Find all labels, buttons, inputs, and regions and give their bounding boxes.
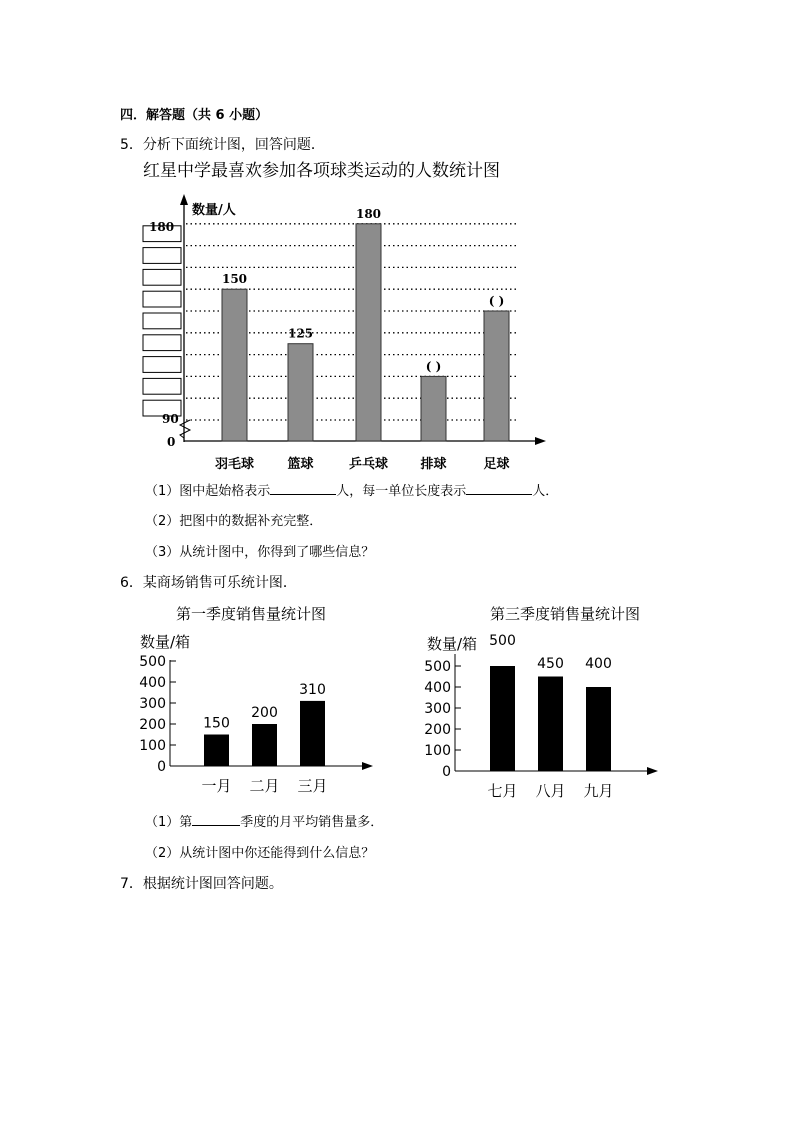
q6-bar [538, 677, 563, 772]
q6-bar [586, 687, 611, 771]
q5-bar [421, 376, 446, 441]
q5-category-label: 乒乓球 [348, 457, 389, 472]
q6-y-tick-label: 400 [139, 675, 166, 691]
q6-c1-x-arrow [362, 762, 373, 770]
q5-y-start-label: 90 [162, 412, 179, 426]
q6-y-tick-label: 0 [442, 764, 451, 780]
q6-bar-value-label: 400 [585, 656, 612, 672]
q6-chart-q3 [415, 596, 675, 806]
q5-axis-label-box [143, 248, 181, 264]
q6-bar [252, 724, 277, 766]
q5-title: 5．分析下面统计图，回答问题． [120, 137, 325, 153]
q5-sub1-blank-unit[interactable] [466, 482, 532, 495]
q6-c3-x-arrow [647, 767, 658, 775]
q6-y-tick-label: 500 [424, 659, 451, 675]
q5-sub1-prefix: （1）图中起始格表示 [145, 484, 271, 499]
q6-y-tick-label: 400 [424, 680, 451, 696]
q6-c3-ylabel: 数量/箱 [427, 635, 478, 653]
q6-sub1 [145, 811, 383, 830]
q6-category-label: 九月 [583, 782, 614, 800]
q6-bar-value-label: 450 [537, 656, 564, 672]
q6-bar-value-label: 310 [299, 681, 326, 698]
q6-bar-value-label: 500 [489, 633, 516, 649]
q5-axis-label-box [143, 378, 181, 394]
q5-ylabel: 数量/人 [192, 203, 236, 218]
q6-category-label: 二月 [249, 777, 280, 795]
q5-bar-value-label: ( ) [425, 359, 442, 374]
q6-y-tick-label: 300 [424, 701, 451, 717]
q6-y-tick-label: 200 [139, 717, 166, 733]
q6-y-tick-label: 100 [424, 743, 451, 759]
q5-chart [0, 0, 794, 480]
q5-sub3: （3）从统计图中，你得到了哪些信息？ [145, 545, 375, 560]
q7-title: 7．根据统计图回答问题。 [120, 876, 283, 892]
q5-bar-value-label: 180 [355, 206, 382, 221]
q6-sub1-prefix: （1）第 [145, 815, 193, 830]
q6-y-tick-label: 200 [424, 722, 451, 738]
q5-y-zero-label: 0 [167, 435, 176, 449]
q5-bar-value-label: 125 [287, 326, 314, 341]
q5-axis-label-box [143, 313, 181, 329]
q5-bar [222, 289, 247, 441]
q5-chart-title: 红星中学最喜欢参加各项球类运动的人数统计图 [143, 161, 500, 181]
q6-category-label: 七月 [487, 782, 518, 800]
q6-y-tick-label: 100 [139, 738, 166, 754]
q5-bar [356, 224, 381, 441]
q5-category-label: 排球 [420, 457, 447, 472]
q5-bar [288, 344, 313, 441]
q5-bar-value-label: 150 [221, 272, 248, 287]
q6-sub1-suffix: 季度的月平均销售量多． [240, 815, 384, 830]
q5-axis-label-box [143, 269, 181, 285]
q6-bar-value-label: 150 [203, 715, 230, 732]
q6-y-tick-label: 0 [157, 759, 166, 775]
q6-bar [490, 666, 515, 771]
section-title: 四．解答题（共 6 小题） [120, 108, 269, 123]
q6-title: 6．某商场销售可乐统计图． [120, 575, 297, 591]
q5-y-axis-arrow [180, 194, 188, 205]
q5-bar-value-label: ( ) [488, 294, 505, 308]
q6-category-label: 八月 [535, 782, 566, 800]
q5-category-label: 足球 [483, 457, 510, 472]
q6-chart-q1 [130, 596, 390, 806]
q5-sub1 [145, 480, 558, 499]
q6-bar [204, 735, 229, 767]
q5-x-axis-arrow [535, 437, 546, 445]
q5-axis-label-box [143, 291, 181, 307]
q5-sub1-mid: 人，每一单位长度表示 [336, 484, 467, 499]
q6-y-tick-label: 500 [139, 654, 166, 670]
q6-sub2: （2）从统计图中你还能得到什么信息？ [145, 846, 375, 861]
q6-category-label: 三月 [297, 777, 328, 795]
q5-axis-break [180, 420, 190, 438]
q5-axis-label-box [143, 335, 181, 351]
q6-c1-ylabel: 数量/箱 [140, 633, 191, 651]
q6-c3-title: 第三季度销售量统计图 [490, 605, 641, 623]
q6-bar-value-label: 200 [251, 705, 278, 721]
q6-c1-title: 第一季度销售量统计图 [176, 605, 327, 623]
q6-sub1-blank[interactable] [192, 813, 240, 826]
q6-bar [300, 701, 325, 766]
q5-category-label: 羽毛球 [214, 457, 255, 472]
q5-y-top-label: 180 [149, 220, 175, 234]
q5-axis-label-box [143, 357, 181, 373]
q5-sub1-suffix: 人． [532, 484, 559, 499]
q5-bar [484, 311, 509, 441]
q5-category-label: 篮球 [287, 457, 314, 472]
q5-sub1-blank-start[interactable] [270, 482, 336, 495]
q6-y-tick-label: 300 [139, 696, 166, 712]
q6-category-label: 一月 [201, 777, 232, 795]
q5-sub2: （2）把图中的数据补充完整． [145, 514, 323, 529]
